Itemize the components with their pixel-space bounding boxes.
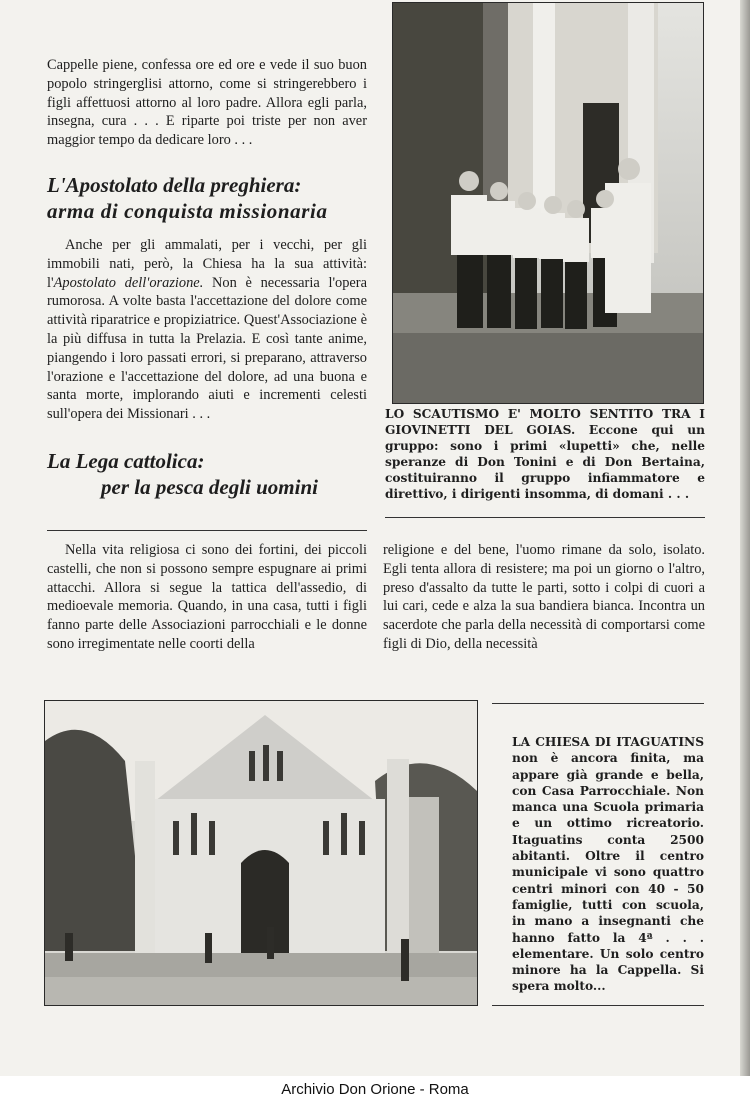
scouts-caption: LO SCAUTISMO E' MOLTO SENTITO TRA I GIOVINETTI DEL GOIAS. Eccone qui un gruppo: sono i primi «lupetti» che, nelle speranze di Don Tonini e di Don Bertaina, costituiranno il gruppo infiammatore e direttivo, i dirigenti insomma, di domani . . . bbox=[385, 407, 705, 501]
church-caption-block bbox=[512, 734, 704, 995]
scouts-photo bbox=[392, 2, 704, 404]
church-caption: LA CHIESA DI ITAGUATINS non è ancora finita, ma appare già grande e bella, con Casa Parrocchiale. Non manca una Scuola primaria e un ottimo ricreatorio. Itaguatins conta 2500 abitanti. Oltre il centro municipale vi sono quattro centri minori con 40 - 50 famiglie, tutti con scuola, in mano a insegnanti che hanno fatto la 4ª . . . elementare. Un solo centro minore ha la Cappella. Si spera molto... bbox=[512, 735, 704, 994]
section2-right-paragraph: religione e del bene, l'uomo rimane da solo, isolato. Egli tenta allora di resistere; ma poi un giorno o l'altro, preso d'assalto da tutte le parti, sotto i colpi di cuori a lui cari, cede e alza la sua bandiera bianca. Incontra un sacerdote che parla della necessità di comportarsi come figli di Dio, della necessità bbox=[383, 542, 705, 652]
scouts-caption-block bbox=[385, 406, 705, 502]
church-photo-image bbox=[45, 701, 477, 1005]
section1-paragraph bbox=[47, 236, 367, 424]
left-column bbox=[47, 56, 367, 500]
section1-text-a: Anche per gli ammalati, per i vecchi, per gli immobili nati, però, la Chiesa ha la sua attività: l' bbox=[47, 236, 367, 291]
section1-heading-line1: L'Apostolato della preghiera: bbox=[47, 172, 302, 197]
section1-heading-line2: arma di conquista missionaria bbox=[47, 198, 328, 223]
section2-left-column bbox=[47, 541, 367, 654]
binding-gutter bbox=[740, 0, 750, 1076]
archive-footer: Archivio Don Orione - Roma bbox=[0, 1076, 750, 1104]
right-divider bbox=[385, 517, 705, 518]
church-caption-top-rule bbox=[492, 703, 704, 704]
church-caption-bottom-rule bbox=[492, 1005, 704, 1006]
scouts-photo-image bbox=[393, 3, 703, 403]
section2-left-paragraph: Nella vita religiosa ci sono dei fortini, dei piccoli castelli, che non si possono sempre espugnare ai primi attacchi. Allora si segue la tattica dell'assedio, di medioevale memoria. Quando, in una casa, tutti i figli fanno parte delle Associazioni parrocchiali e le donne sono irregimentate nelle coorti della bbox=[47, 542, 367, 652]
section1-heading bbox=[47, 172, 367, 224]
section2-right-column bbox=[383, 541, 705, 654]
intro-paragraph: Cappelle piene, confessa ore ed ore e vede il suo buon popolo stringerglisi attorno, come si stringerebbero i figli affettuosi attorno al loro padre. Allora egli parla, insegna, cura . . . E riparte poi triste per non aver maggior tempo da dedicare loro . . . bbox=[47, 57, 367, 149]
left-divider bbox=[47, 530, 367, 531]
section2-heading-line2: per la pesca degli uomini bbox=[101, 474, 318, 499]
section1-text-italic: Apostolato dell'orazione. bbox=[53, 274, 204, 291]
section2-heading-line1: La Lega cattolica: bbox=[47, 448, 205, 473]
section1-text-b: Non è necessaria l'opera rumorosa. A volte basta l'accettazione del dolore come attività riparatrice e propiziatrice. Quest'Associazione è la più diffusa in tutta la Prelazia. E così tante anime, piangendo i loro passati errori, si preparano, attraverso l'orazione e l'accettazione del dolore, ad una buona e santa morte, implorando aiuti e incrementi celesti sull'opera dei Missionari . . . bbox=[47, 274, 367, 423]
section2-heading bbox=[47, 448, 367, 500]
church-photo bbox=[44, 700, 478, 1006]
